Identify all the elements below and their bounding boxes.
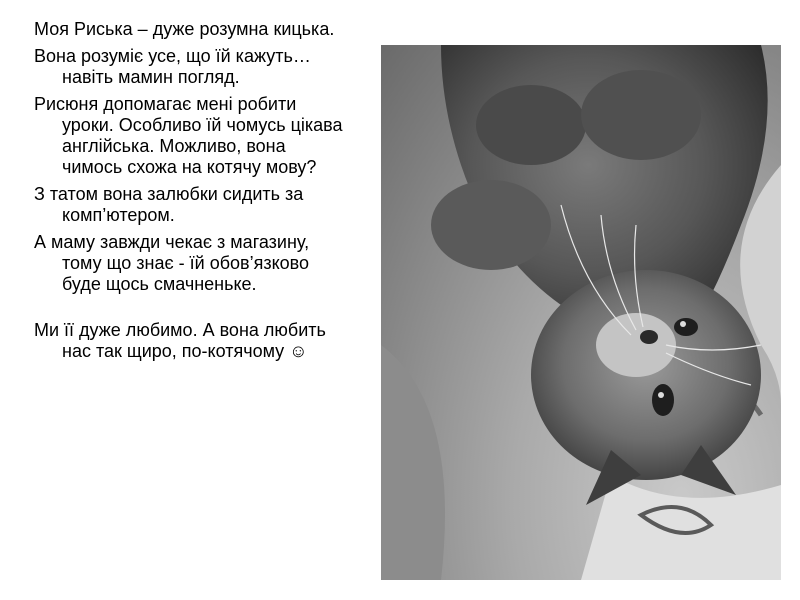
paragraph-4: З татом вона залюбки сидить за комп’ютером. (34, 184, 304, 225)
cat-photo (381, 45, 781, 580)
blanket-fold (381, 345, 445, 580)
cat-paw (476, 85, 586, 165)
eye-highlight (680, 321, 686, 327)
cat-nose (640, 330, 658, 344)
cat-eye (652, 384, 674, 416)
slide-text (34, 19, 344, 368)
eye-highlight (658, 392, 664, 398)
cat-paw (581, 70, 701, 160)
cat-eye (674, 318, 698, 336)
cat-muzzle (596, 313, 676, 377)
cat-paw (431, 180, 551, 270)
paragraph-3: Рисюня допомагає мені робити уроки. Особливо їй чомусь цікава англійська. Можливо, вона чимось схожа на котячу мову? (34, 94, 343, 177)
paragraph-5: А маму завжди чекає з магазину, тому що знає - їй обов’язково буде щось смачненьке. (34, 232, 310, 294)
paragraph-6: Ми її дуже любимо. А вона любить нас так щиро, по-котячому ☺ (34, 320, 326, 361)
cat-photo-illustration (381, 45, 781, 580)
paragraph-1: Моя Риська – дуже розумна кицька. (34, 19, 335, 39)
paragraph-2: Вона розуміє усе, що їй кажуть… навіть мамин погляд. (34, 46, 311, 87)
